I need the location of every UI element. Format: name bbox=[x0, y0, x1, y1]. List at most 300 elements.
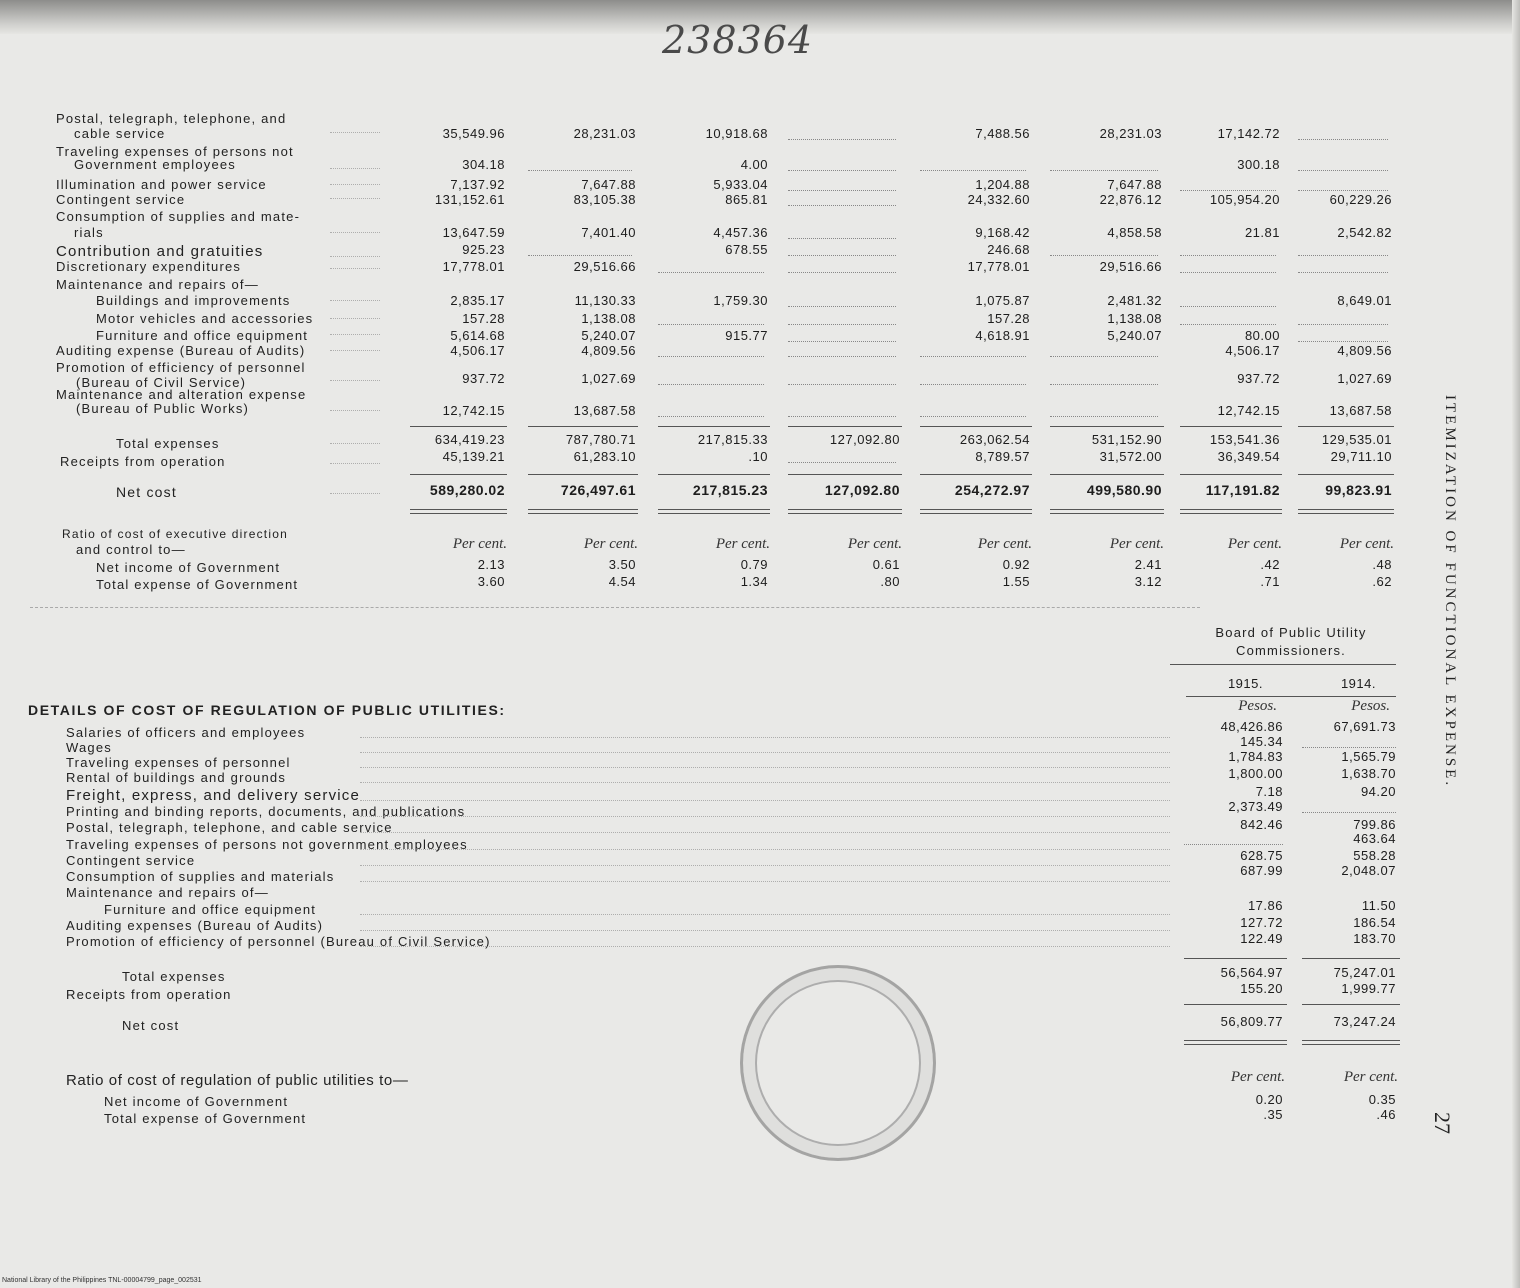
year-rule bbox=[1186, 696, 1396, 697]
leader-dots bbox=[330, 256, 380, 257]
detail-value: 1,638.70 bbox=[1341, 766, 1396, 781]
row-value: 80.00 bbox=[1244, 328, 1280, 343]
row-label-line1: Consumption of supplies and mate- bbox=[56, 209, 301, 224]
empty-cell-dots bbox=[788, 205, 896, 206]
empty-cell-dots bbox=[788, 416, 896, 417]
row-value: 12,742.15 bbox=[1217, 403, 1280, 418]
leader-dots bbox=[360, 800, 1170, 801]
row-value: 13,647.59 bbox=[442, 225, 505, 240]
column-double-rule bbox=[1050, 509, 1164, 514]
total-expense-gov-value: 3.60 bbox=[477, 574, 505, 589]
detail-row-label: Maintenance and repairs of— bbox=[66, 885, 269, 900]
empty-cell-dots bbox=[1050, 170, 1158, 171]
receipts-value: 8,789.57 bbox=[975, 449, 1030, 464]
column-double-rule bbox=[1298, 509, 1394, 514]
empty-cell-dots bbox=[1180, 190, 1276, 191]
leader-dots bbox=[330, 168, 380, 169]
net-cost-value: 726,497.61 bbox=[560, 482, 636, 498]
row-label-line1: Promotion of efficiency of personnel bbox=[56, 360, 306, 375]
column-rule bbox=[528, 426, 638, 427]
detail-value: 122.49 bbox=[1240, 931, 1283, 946]
total-expenses-label: Total expenses bbox=[116, 436, 220, 451]
column-rule bbox=[788, 426, 902, 427]
total-expense-gov-value: 4.54 bbox=[608, 574, 636, 589]
detail-row-label: Printing and binding reports, documents, and publications bbox=[66, 804, 466, 819]
total-expense-gov-value: 1.55 bbox=[1002, 574, 1030, 589]
net-cost-value: 589,280.02 bbox=[429, 482, 505, 498]
side-caption: ITEMIZATION OF FUNCTIONAL EXPENSE. bbox=[1442, 395, 1458, 789]
total-expense-gov-value: .71 bbox=[1260, 574, 1280, 589]
ratio-title: Ratio of cost of regulation of public utilities to— bbox=[66, 1072, 409, 1089]
leader-dots bbox=[360, 752, 1170, 753]
detail-value: 842.46 bbox=[1240, 817, 1283, 832]
detail-value: 687.99 bbox=[1240, 863, 1283, 878]
row-value: 17,778.01 bbox=[967, 259, 1030, 274]
net-income-value: .48 bbox=[1372, 557, 1392, 572]
empty-cell-dots bbox=[1298, 341, 1388, 342]
net-income-value: 3.50 bbox=[608, 557, 636, 572]
row-label: Illumination and power service bbox=[56, 177, 267, 192]
group-header-line2: Commissioners. bbox=[1236, 643, 1346, 658]
net-income-value: 2.13 bbox=[477, 557, 505, 572]
total-expenses-value: 127,092.80 bbox=[829, 432, 900, 447]
empty-cell-dots bbox=[1050, 255, 1158, 256]
row-value: 1,075.87 bbox=[975, 293, 1030, 308]
net-cost-value: 127,092.80 bbox=[824, 482, 900, 498]
row-value: 35,549.96 bbox=[442, 126, 505, 141]
row-value: 131,152.61 bbox=[434, 192, 505, 207]
per-cent-header: Per cent. bbox=[715, 536, 770, 552]
column-rule bbox=[1298, 474, 1394, 475]
empty-cell-dots bbox=[788, 324, 896, 325]
row-value: 865.81 bbox=[725, 192, 768, 207]
column-double-rule bbox=[658, 509, 770, 514]
empty-cell-dots bbox=[658, 384, 764, 385]
empty-cell-dots bbox=[788, 272, 896, 273]
column-rule bbox=[1184, 1004, 1287, 1005]
leader-dots bbox=[330, 334, 380, 335]
leader-dots bbox=[360, 816, 1170, 817]
row-value: 5,614.68 bbox=[450, 328, 505, 343]
empty-cell-dots bbox=[788, 462, 896, 463]
leader-dots bbox=[330, 268, 380, 269]
leader-dots bbox=[330, 232, 380, 233]
net-cost-label: Net cost bbox=[122, 1018, 180, 1033]
net-cost-label: Net cost bbox=[116, 484, 177, 500]
row-value: 5,933.04 bbox=[713, 177, 768, 192]
leader-dots bbox=[330, 184, 380, 185]
detail-row-label: Traveling expenses of personnel bbox=[66, 755, 291, 770]
empty-cell-dots bbox=[788, 190, 896, 191]
column-rule bbox=[658, 426, 770, 427]
detail-value: 799.86 bbox=[1353, 817, 1396, 832]
net-cost-value: 56,809.77 bbox=[1220, 1014, 1283, 1029]
row-value: 24,332.60 bbox=[967, 192, 1030, 207]
empty-cell-dots bbox=[788, 356, 896, 357]
column-rule bbox=[410, 426, 507, 427]
receipts-value: 31,572.00 bbox=[1099, 449, 1162, 464]
per-cent-header: Per cent. bbox=[583, 536, 638, 552]
leader-dots bbox=[360, 946, 1170, 947]
net-income-value: 2.41 bbox=[1134, 557, 1162, 572]
row-value: 17,778.01 bbox=[442, 259, 505, 274]
total-expenses-value: 787,780.71 bbox=[565, 432, 636, 447]
total-expense-gov-value: 3.12 bbox=[1134, 574, 1162, 589]
ratio-title-line1: Ratio of cost of executive direction bbox=[62, 527, 288, 541]
column-rule bbox=[1184, 958, 1287, 959]
row-label: rials bbox=[74, 225, 104, 240]
empty-cell-dots bbox=[1302, 747, 1396, 748]
row-value: 8,649.01 bbox=[1337, 293, 1392, 308]
detail-value: 2,373.49 bbox=[1228, 799, 1283, 814]
empty-cell-dots bbox=[658, 416, 764, 417]
total-expense-gov-value: .80 bbox=[880, 574, 900, 589]
empty-cell-dots bbox=[1180, 272, 1276, 273]
row-value: 29,516.66 bbox=[1099, 259, 1162, 274]
row-label-line1: Postal, telegraph, telephone, and bbox=[56, 111, 287, 126]
row-value: 22,876.12 bbox=[1099, 192, 1162, 207]
total-expenses-value: 75,247.01 bbox=[1333, 965, 1396, 980]
row-value: 1,027.69 bbox=[581, 371, 636, 386]
row-value: 925.23 bbox=[462, 242, 505, 257]
row-value: 4,506.17 bbox=[1225, 343, 1280, 358]
per-cent-header: Per cent. bbox=[1227, 536, 1282, 552]
leader-dots bbox=[330, 132, 380, 133]
row-label: cable service bbox=[74, 126, 166, 141]
row-value: 4,809.56 bbox=[581, 343, 636, 358]
empty-cell-dots bbox=[788, 306, 896, 307]
row-value: 2,835.17 bbox=[450, 293, 505, 308]
section-title: DETAILS OF COST OF REGULATION OF PUBLIC UTILITIES: bbox=[28, 702, 506, 718]
detail-value: 17.86 bbox=[1247, 898, 1283, 913]
empty-cell-dots bbox=[1298, 324, 1388, 325]
total-expenses-value: 531,152.90 bbox=[1091, 432, 1162, 447]
row-value: 4,618.91 bbox=[975, 328, 1030, 343]
row-value: 4,457.36 bbox=[713, 225, 768, 240]
row-value: 915.77 bbox=[725, 328, 768, 343]
total-expense-gov-label: Total expense of Government bbox=[96, 577, 299, 592]
leader-dots bbox=[330, 318, 380, 319]
total-expenses-value: 634,419.23 bbox=[434, 432, 505, 447]
row-value: 1,138.08 bbox=[1107, 311, 1162, 326]
leader-dots bbox=[330, 350, 380, 351]
total-expense-gov-value: .46 bbox=[1376, 1107, 1396, 1122]
row-label: Contribution and gratuities bbox=[56, 243, 264, 260]
detail-value: 1,784.83 bbox=[1228, 749, 1283, 764]
year-header: 1915. bbox=[1227, 676, 1263, 691]
detail-value: 183.70 bbox=[1353, 931, 1396, 946]
column-rule bbox=[1050, 426, 1164, 427]
receipts-label: Receipts from operation bbox=[66, 987, 232, 1002]
net-income-value: 0.61 bbox=[872, 557, 900, 572]
row-value: 4.00 bbox=[740, 157, 768, 172]
row-label-line1: Traveling expenses of persons not bbox=[56, 144, 294, 159]
row-value: 13,687.58 bbox=[573, 403, 636, 418]
column-rule bbox=[658, 474, 770, 475]
column-rule bbox=[920, 426, 1032, 427]
leader-dots bbox=[360, 865, 1170, 866]
row-value: 937.72 bbox=[462, 371, 505, 386]
empty-cell-dots bbox=[788, 384, 896, 385]
row-value: 13,687.58 bbox=[1329, 403, 1392, 418]
empty-cell-dots bbox=[658, 356, 764, 357]
column-double-rule bbox=[1302, 1040, 1400, 1045]
leader-dots bbox=[360, 849, 1170, 850]
total-expenses-value: 217,815.33 bbox=[697, 432, 768, 447]
row-value: 937.72 bbox=[1237, 371, 1280, 386]
column-double-rule bbox=[788, 509, 902, 514]
total-expense-gov-value: 1.34 bbox=[740, 574, 768, 589]
detail-row-label: Salaries of officers and employees bbox=[66, 725, 306, 740]
leader-dots bbox=[360, 767, 1170, 768]
row-value: 12,742.15 bbox=[442, 403, 505, 418]
receipts-label: Receipts from operation bbox=[60, 454, 226, 469]
detail-row-label: Auditing expenses (Bureau of Audits) bbox=[66, 918, 324, 933]
empty-cell-dots bbox=[1298, 190, 1388, 191]
leader-dots bbox=[330, 443, 380, 444]
detail-value: 558.28 bbox=[1353, 848, 1396, 863]
row-value: 2,542.82 bbox=[1337, 225, 1392, 240]
net-cost-value: 254,272.97 bbox=[954, 482, 1030, 498]
empty-cell-dots bbox=[920, 416, 1026, 417]
empty-cell-dots bbox=[1180, 306, 1276, 307]
unit-header: Pesos. bbox=[1238, 698, 1277, 714]
empty-cell-dots bbox=[658, 324, 764, 325]
net-cost-value: 499,580.90 bbox=[1086, 482, 1162, 498]
column-double-rule bbox=[1180, 509, 1282, 514]
detail-row-label: Postal, telegraph, telephone, and cable service bbox=[66, 820, 393, 835]
total-expenses-value: 153,541.36 bbox=[1209, 432, 1280, 447]
detail-value: 127.72 bbox=[1240, 915, 1283, 930]
row-value: 300.18 bbox=[1237, 157, 1280, 172]
row-label: Motor vehicles and accessories bbox=[96, 311, 314, 326]
total-expense-gov-label: Total expense of Government bbox=[104, 1111, 307, 1126]
leader-dots bbox=[360, 737, 1170, 738]
empty-cell-dots bbox=[528, 170, 632, 171]
group-header: Board of Public Utility bbox=[1215, 625, 1367, 640]
empty-cell-dots bbox=[788, 238, 896, 239]
leader-dots bbox=[360, 832, 1170, 833]
row-value: 21.81 bbox=[1244, 225, 1280, 240]
receipts-value: .10 bbox=[748, 449, 768, 464]
detail-value: 186.54 bbox=[1353, 915, 1396, 930]
empty-cell-dots bbox=[788, 341, 896, 342]
empty-cell-dots bbox=[1050, 384, 1158, 385]
row-label-line1: Maintenance and alteration expense bbox=[56, 387, 307, 402]
row-value: 246.68 bbox=[987, 242, 1030, 257]
receipts-value: 155.20 bbox=[1240, 981, 1283, 996]
column-rule bbox=[788, 474, 902, 475]
net-income-value: 0.92 bbox=[1002, 557, 1030, 572]
row-value: 28,231.03 bbox=[573, 126, 636, 141]
empty-cell-dots bbox=[658, 272, 764, 273]
handwritten-number: 238364 bbox=[662, 18, 814, 62]
receipts-value: 29,711.10 bbox=[1330, 449, 1392, 464]
empty-cell-dots bbox=[1180, 324, 1276, 325]
row-value: 7,488.56 bbox=[975, 126, 1030, 141]
row-value: 83,105.38 bbox=[573, 192, 636, 207]
column-rule bbox=[920, 474, 1032, 475]
empty-cell-dots bbox=[1302, 812, 1396, 813]
detail-row-label: Rental of buildings and grounds bbox=[66, 770, 287, 785]
row-label: Discretionary expenditures bbox=[56, 259, 242, 274]
total-expenses-value: 263,062.54 bbox=[959, 432, 1030, 447]
net-income-value: .42 bbox=[1260, 557, 1280, 572]
net-income-label: Net income of Government bbox=[96, 560, 281, 575]
net-cost-value: 117,191.82 bbox=[1205, 482, 1280, 498]
row-value: 9,168.42 bbox=[975, 225, 1030, 240]
row-value: 17,142.72 bbox=[1217, 126, 1280, 141]
unit-header: Pesos. bbox=[1351, 698, 1390, 714]
leader-dots bbox=[360, 782, 1170, 783]
row-value: 1,138.08 bbox=[581, 311, 636, 326]
net-cost-value: 73,247.24 bbox=[1333, 1014, 1396, 1029]
per-cent-header: Per cent. bbox=[452, 536, 507, 552]
empty-cell-dots bbox=[788, 170, 896, 171]
leader-dots bbox=[360, 881, 1170, 882]
section-separator bbox=[30, 607, 1200, 608]
empty-cell-dots bbox=[1298, 272, 1388, 273]
detail-value: 67,691.73 bbox=[1333, 719, 1396, 734]
row-value: 29,516.66 bbox=[573, 259, 636, 274]
per-cent-header: Per cent. bbox=[1339, 536, 1394, 552]
row-value: 1,027.69 bbox=[1337, 371, 1392, 386]
page-number: 27 bbox=[1430, 1112, 1455, 1134]
empty-cell-dots bbox=[1180, 255, 1276, 256]
row-value: 1,204.88 bbox=[975, 177, 1030, 192]
column-double-rule bbox=[410, 509, 507, 514]
leader-dots bbox=[360, 930, 1170, 931]
leader-dots bbox=[360, 914, 1170, 915]
detail-row-label: Consumption of supplies and materials bbox=[66, 869, 335, 884]
leader-dots bbox=[330, 300, 380, 301]
leader-dots bbox=[330, 493, 380, 494]
leader-dots bbox=[330, 463, 380, 464]
per-cent-header: Per cent. bbox=[1109, 536, 1164, 552]
row-value: 5,240.07 bbox=[1107, 328, 1162, 343]
row-value: 7,137.92 bbox=[450, 177, 505, 192]
leader-dots bbox=[330, 198, 380, 199]
net-cost-value: 99,823.91 bbox=[1325, 482, 1392, 498]
row-value: 60,229.26 bbox=[1329, 192, 1392, 207]
row-value: 2,481.32 bbox=[1107, 293, 1162, 308]
empty-cell-dots bbox=[920, 356, 1026, 357]
leader-dots bbox=[330, 380, 380, 381]
per-cent-header: Per cent. bbox=[977, 536, 1032, 552]
detail-value: 145.34 bbox=[1240, 734, 1283, 749]
per-cent-header: Per cent. bbox=[1230, 1069, 1285, 1085]
row-value: 157.28 bbox=[987, 311, 1030, 326]
net-cost-value: 217,815.23 bbox=[692, 482, 768, 498]
row-label: Furniture and office equipment bbox=[96, 328, 309, 343]
row-value: 105,954.20 bbox=[1209, 192, 1280, 207]
detail-value: 1,565.79 bbox=[1341, 749, 1396, 764]
row-value: 4,506.17 bbox=[450, 343, 505, 358]
row-value: 7,647.88 bbox=[581, 177, 636, 192]
total-expenses-value: 56,564.97 bbox=[1220, 965, 1283, 980]
total-expense-gov-value: .62 bbox=[1372, 574, 1392, 589]
empty-cell-dots bbox=[788, 139, 896, 140]
per-cent-header: Per cent. bbox=[847, 536, 902, 552]
detail-value: 2,048.07 bbox=[1341, 863, 1396, 878]
empty-cell-dots bbox=[1050, 356, 1158, 357]
row-label: Buildings and improvements bbox=[96, 293, 291, 308]
detail-row-label: Wages bbox=[66, 740, 112, 755]
column-double-rule bbox=[528, 509, 638, 514]
row-value: 7,401.40 bbox=[581, 225, 636, 240]
detail-row-label: Traveling expenses of persons not government employees bbox=[66, 837, 468, 852]
detail-row-label: Promotion of efficiency of personnel (Bureau of Civil Service) bbox=[66, 934, 491, 949]
receipts-value: 1,999.77 bbox=[1341, 981, 1396, 996]
detail-value: 48,426.86 bbox=[1220, 719, 1283, 734]
empty-cell-dots bbox=[920, 170, 1026, 171]
row-value: 4,858.58 bbox=[1107, 225, 1162, 240]
ratio-title-line2: and control to— bbox=[76, 542, 186, 557]
row-value: 678.55 bbox=[725, 242, 768, 257]
column-rule bbox=[1180, 474, 1282, 475]
column-rule bbox=[410, 474, 507, 475]
empty-cell-dots bbox=[1298, 139, 1388, 140]
row-label: Maintenance and repairs of— bbox=[56, 277, 259, 292]
column-rule bbox=[1298, 426, 1394, 427]
leader-dots bbox=[330, 410, 380, 411]
net-income-value: 0.79 bbox=[740, 557, 768, 572]
column-double-rule bbox=[920, 509, 1032, 514]
net-income-label: Net income of Government bbox=[104, 1094, 289, 1109]
row-label: Government employees bbox=[74, 157, 237, 172]
empty-cell-dots bbox=[1050, 416, 1158, 417]
row-value: 28,231.03 bbox=[1099, 126, 1162, 141]
detail-value: 11.50 bbox=[1361, 898, 1396, 913]
row-value: 1,759.30 bbox=[713, 293, 768, 308]
row-value: 304.18 bbox=[462, 157, 505, 172]
empty-cell-dots bbox=[528, 255, 632, 256]
column-double-rule bbox=[1184, 1040, 1287, 1045]
per-cent-header: Per cent. bbox=[1343, 1069, 1398, 1085]
row-value: 7,647.88 bbox=[1107, 177, 1162, 192]
net-income-value: 0.20 bbox=[1255, 1092, 1283, 1107]
detail-row-label: Furniture and office equipment bbox=[104, 902, 317, 917]
empty-cell-dots bbox=[1184, 844, 1283, 845]
row-label: (Bureau of Civil Service) bbox=[76, 375, 247, 390]
detail-value: 1,800.00 bbox=[1228, 766, 1283, 781]
detail-value: 7.18 bbox=[1255, 784, 1283, 799]
row-label: (Bureau of Public Works) bbox=[76, 401, 250, 416]
total-expenses-value: 129,535.01 bbox=[1321, 432, 1392, 447]
row-value: 5,240.07 bbox=[581, 328, 636, 343]
year-header: 1914. bbox=[1340, 676, 1376, 691]
row-value: 11,130.33 bbox=[574, 293, 636, 308]
net-income-value: 0.35 bbox=[1368, 1092, 1396, 1107]
total-expenses-label: Total expenses bbox=[122, 969, 226, 984]
row-label: Auditing expense (Bureau of Audits) bbox=[56, 343, 306, 358]
detail-row-label: Freight, express, and delivery service bbox=[66, 787, 361, 804]
detail-value: 463.64 bbox=[1353, 831, 1396, 846]
empty-cell-dots bbox=[788, 255, 896, 256]
row-value: 10,918.68 bbox=[705, 126, 768, 141]
library-stamp bbox=[740, 965, 936, 1161]
total-expense-gov-value: .35 bbox=[1263, 1107, 1283, 1122]
detail-value: 94.20 bbox=[1360, 784, 1396, 799]
detail-value: 628.75 bbox=[1240, 848, 1283, 863]
column-rule bbox=[1302, 958, 1400, 959]
row-value: 4,809.56 bbox=[1337, 343, 1392, 358]
column-rule bbox=[1050, 474, 1164, 475]
empty-cell-dots bbox=[1298, 170, 1388, 171]
footer-text: National Library of the Philippines TNL-00004799_page_002531 bbox=[2, 1277, 202, 1284]
column-rule bbox=[528, 474, 638, 475]
empty-cell-dots bbox=[1298, 255, 1388, 256]
